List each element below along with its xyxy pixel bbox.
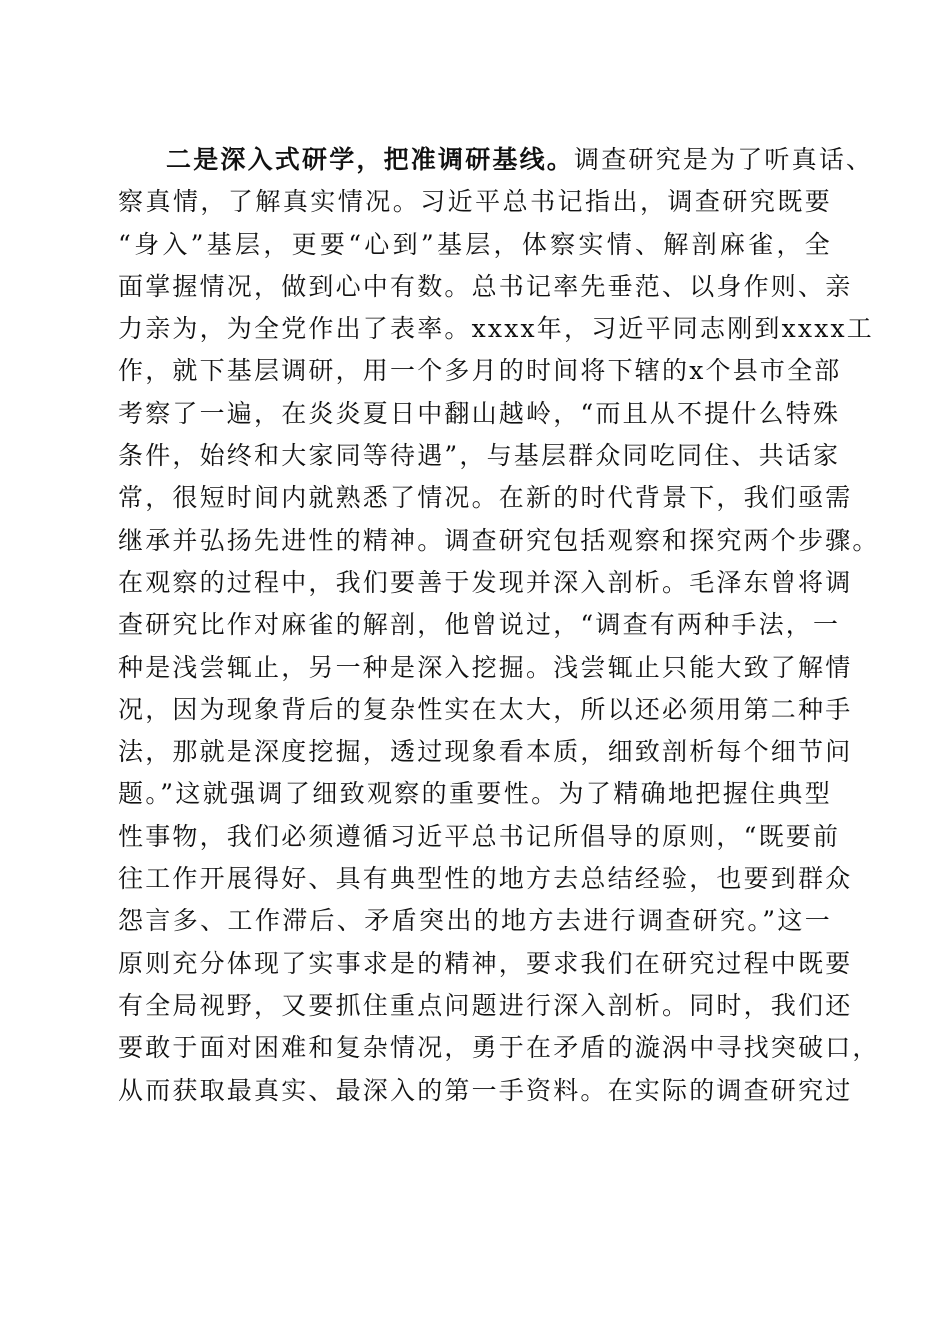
- paragraph-line-10: 继承并弘扬先进性的精神。调查研究包括观察和探究两个步骤。: [118, 525, 880, 555]
- paragraph-line-9: 常，很短时间内就熟悉了情况。在新的时代背景下，我们亟需: [118, 483, 853, 513]
- paragraph-line-21: 有全局视野，又要抓住重点问题进行深入剖析。同时，我们还: [118, 990, 853, 1020]
- paragraph-line-18: 往工作开展得好、具有典型性的地方去总结经验，也要到群众: [118, 864, 853, 894]
- paragraph-line-19: 怨言多、工作滞后、矛盾突出的地方去进行调查研究。”这一: [118, 906, 832, 936]
- paragraph-line-16: 题。”这就强调了细致观察的重要性。为了精确地把握住典型: [118, 779, 832, 809]
- body-paragraph: [118, 139, 880, 1112]
- paragraph-line-11: 在观察的过程中，我们要善于发现并深入剖析。毛泽东曾将调: [118, 567, 853, 597]
- paragraph-line-14: 况，因为现象背后的复杂性实在太大，所以还必须用第二种手: [118, 694, 853, 724]
- paragraph-line-22: 要敢于面对困难和复杂情况，勇于在矛盾的漩涡中寻找突破口，: [118, 1033, 880, 1063]
- paragraph-line-4: 面掌握情况，做到心中有数。总书记率先垂范、以身作则、亲: [118, 271, 853, 301]
- paragraph-line-23: 从而获取最真实、最深入的第一手资料。在实际的调查研究过: [118, 1075, 853, 1105]
- paragraph-line-20: 原则充分体现了实事求是的精神，要求我们在研究过程中既要: [118, 948, 853, 978]
- paragraph-line-6: 作，就下基层调研，用一个多月的时间将下辖的x个县市全部: [118, 356, 842, 386]
- paragraph-line-13: 种是浅尝辄止，另一种是深入挖掘。浅尝辄止只能大致了解情: [118, 652, 853, 682]
- paragraph-line-2: 察真情，了解真实情况。习近平总书记指出，调查研究既要: [118, 187, 832, 217]
- paragraph-line-5: 力亲为，为全党作出了表率。xxxx年，习近平同志刚到xxxx工: [118, 314, 874, 344]
- paragraph-line-7: 考察了一遍，在炎炎夏日中翻山越岭，“而且从不提什么特殊: [118, 398, 841, 428]
- paragraph-line-3: “身入”基层，更要“心到”基层，体察实情、解剖麻雀，全: [118, 229, 832, 259]
- paragraph-line-1: [118, 139, 874, 181]
- paragraph-line-17: 性事物，我们必须遵循习近平总书记所倡导的原则，“既要前: [118, 821, 841, 851]
- paragraph-line-12: 查研究比作对麻雀的解剖，他曾说过，“调查有两种手法，一: [118, 610, 841, 640]
- paragraph-line-1-text: 调查研究是为了听真话、: [574, 145, 874, 174]
- lead-heading: 二是深入式研学，把准调研基线。: [166, 145, 575, 174]
- paragraph-line-8: 条件，始终和大家同等待遇”，与基层群众同吃同住、共话家: [118, 441, 841, 471]
- paragraph-line-15: 法，那就是深度挖掘，透过现象看本质，细致剖析每个细节问: [118, 737, 853, 767]
